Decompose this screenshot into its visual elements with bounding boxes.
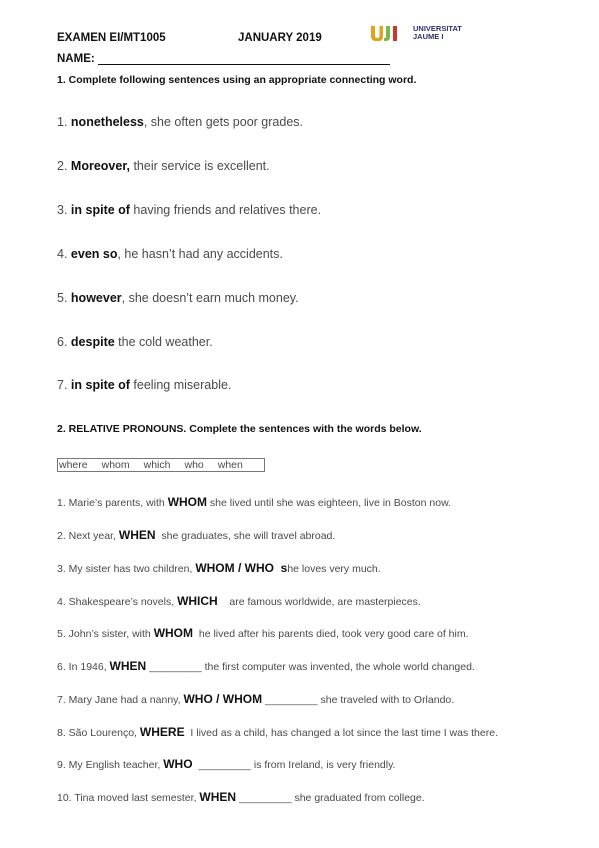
sentence-start: 8. São Lourenço, bbox=[57, 727, 140, 739]
sentence-number: 4. bbox=[57, 247, 68, 261]
sentence-end: he lived after his parents died, took very good care of him. bbox=[193, 628, 469, 640]
connector-answer: even so bbox=[70, 247, 118, 261]
connector-answer: despite bbox=[70, 335, 115, 349]
logo-line-2: JAUME I bbox=[413, 32, 444, 41]
sentence-end: she graduates, she will travel abroad. bbox=[155, 530, 336, 542]
connector-sentence bbox=[57, 203, 321, 217]
word-bank-item: which bbox=[143, 459, 171, 471]
name-label: NAME: bbox=[57, 53, 95, 65]
connector-sentence bbox=[57, 115, 303, 129]
pronoun-answer: WHOM bbox=[167, 495, 208, 509]
sentence-end: I lived as a child, has changed a lot since the last time I was there. bbox=[184, 727, 498, 739]
exam-code: EXAMEN EI/MT1005 bbox=[57, 32, 166, 44]
section-1-title: 1. Complete following sentences using an appropriate connecting word. bbox=[57, 74, 417, 86]
relative-pronoun-sentence bbox=[57, 561, 381, 575]
relative-pronoun-sentence bbox=[57, 495, 451, 509]
name-blank-line bbox=[98, 53, 390, 65]
word-bank-item: when bbox=[217, 459, 243, 471]
relative-pronoun-sentence bbox=[57, 757, 395, 771]
relative-pronoun-sentence bbox=[57, 790, 425, 804]
sentence-number: 5. bbox=[57, 291, 68, 305]
sentence-text: , she doesn’t earn much money. bbox=[121, 291, 299, 305]
sentence-start: 4. Shakespeare’s novels, bbox=[57, 596, 178, 608]
connector-sentence bbox=[57, 291, 299, 305]
sentence-end: _________ the first computer was invented, the whole world changed. bbox=[146, 661, 475, 673]
connector-answer: Moreover, bbox=[70, 159, 130, 173]
sentence-start: 9. My English teacher, bbox=[57, 759, 164, 771]
sentence-end: he loves very much. bbox=[287, 563, 381, 575]
sentence-number: 2. bbox=[57, 159, 68, 173]
sentence-end: _________ is from Ireland, is very friendly. bbox=[192, 759, 396, 771]
section-2-title: 2. RELATIVE PRONOUNS. Complete the sentences with the words below. bbox=[57, 423, 422, 435]
relative-pronoun-sentence bbox=[57, 659, 475, 673]
sentence-number: 3. bbox=[57, 203, 68, 217]
pronoun-answer: WHICH bbox=[177, 594, 218, 608]
sentence-start: 1. Marie’s parents, with bbox=[57, 497, 168, 509]
logo-line-1: UNIVERSITAT bbox=[413, 24, 462, 33]
sentence-text: their service is excellent. bbox=[129, 159, 270, 173]
word-bank-item: who bbox=[184, 459, 204, 471]
sentence-start: 5. John’s sister, with bbox=[57, 628, 154, 640]
connector-sentence bbox=[57, 335, 213, 349]
connector-answer: in spite of bbox=[70, 203, 130, 217]
sentence-text: feeling miserable. bbox=[129, 378, 232, 392]
uji-logo-mark-icon bbox=[370, 23, 410, 43]
sentence-start: 7. Mary Jane had a nanny, bbox=[57, 694, 184, 706]
relative-pronoun-sentence bbox=[57, 528, 335, 542]
word-bank-item: whom bbox=[101, 459, 130, 471]
connector-answer: nonetheless bbox=[70, 115, 144, 129]
word-bank bbox=[57, 458, 265, 472]
sentence-end: _________ she traveled with to Orlando. bbox=[262, 694, 455, 706]
pronoun-answer: WHO / WHOM bbox=[183, 692, 263, 706]
sentence-start: 2. Next year, bbox=[57, 530, 119, 542]
connector-sentence bbox=[57, 378, 231, 392]
sentence-end: _________ she graduated from college. bbox=[236, 792, 425, 804]
sentence-text: , he hasn’t had any accidents. bbox=[117, 247, 283, 261]
university-logo bbox=[370, 22, 462, 44]
sentence-text: , she often gets poor grades. bbox=[143, 115, 303, 129]
connector-sentence bbox=[57, 247, 283, 261]
sentence-number: 6. bbox=[57, 335, 68, 349]
exam-date: JANUARY 2019 bbox=[238, 32, 322, 44]
relative-pronoun-sentence bbox=[57, 594, 421, 608]
relative-pronoun-sentence bbox=[57, 725, 498, 739]
pronoun-answer: WHOM / WHO s bbox=[195, 561, 288, 575]
name-row bbox=[57, 53, 390, 65]
sentence-text: having friends and relatives there. bbox=[129, 203, 322, 217]
pronoun-answer: WHEN bbox=[109, 659, 147, 673]
relative-pronoun-sentence bbox=[57, 626, 469, 640]
connector-sentence bbox=[57, 159, 270, 173]
sentence-end: are famous worldwide, are masterpieces. bbox=[217, 596, 421, 608]
sentence-start: 3. My sister has two children, bbox=[57, 563, 196, 575]
sentence-end: she lived until she was eighteen, live in Boston now. bbox=[207, 497, 451, 509]
sentence-start: 10. Tina moved last semester, bbox=[57, 792, 200, 804]
pronoun-answer: WHEN bbox=[118, 528, 156, 542]
pronoun-answer: WHOM bbox=[153, 626, 194, 640]
sentence-number: 7. bbox=[57, 378, 68, 392]
connector-answer: however bbox=[70, 291, 122, 305]
pronoun-answer: WHO bbox=[163, 757, 193, 771]
sentence-start: 6. In 1946, bbox=[57, 661, 110, 673]
word-bank-item: where bbox=[59, 459, 88, 471]
sentence-number: 1. bbox=[57, 115, 68, 129]
connector-answer: in spite of bbox=[70, 378, 130, 392]
pronoun-answer: WHEN bbox=[199, 790, 237, 804]
relative-pronoun-sentence bbox=[57, 692, 454, 706]
pronoun-answer: WHERE bbox=[139, 725, 185, 739]
sentence-text: the cold weather. bbox=[114, 335, 213, 349]
logo-wordmark bbox=[413, 25, 462, 41]
